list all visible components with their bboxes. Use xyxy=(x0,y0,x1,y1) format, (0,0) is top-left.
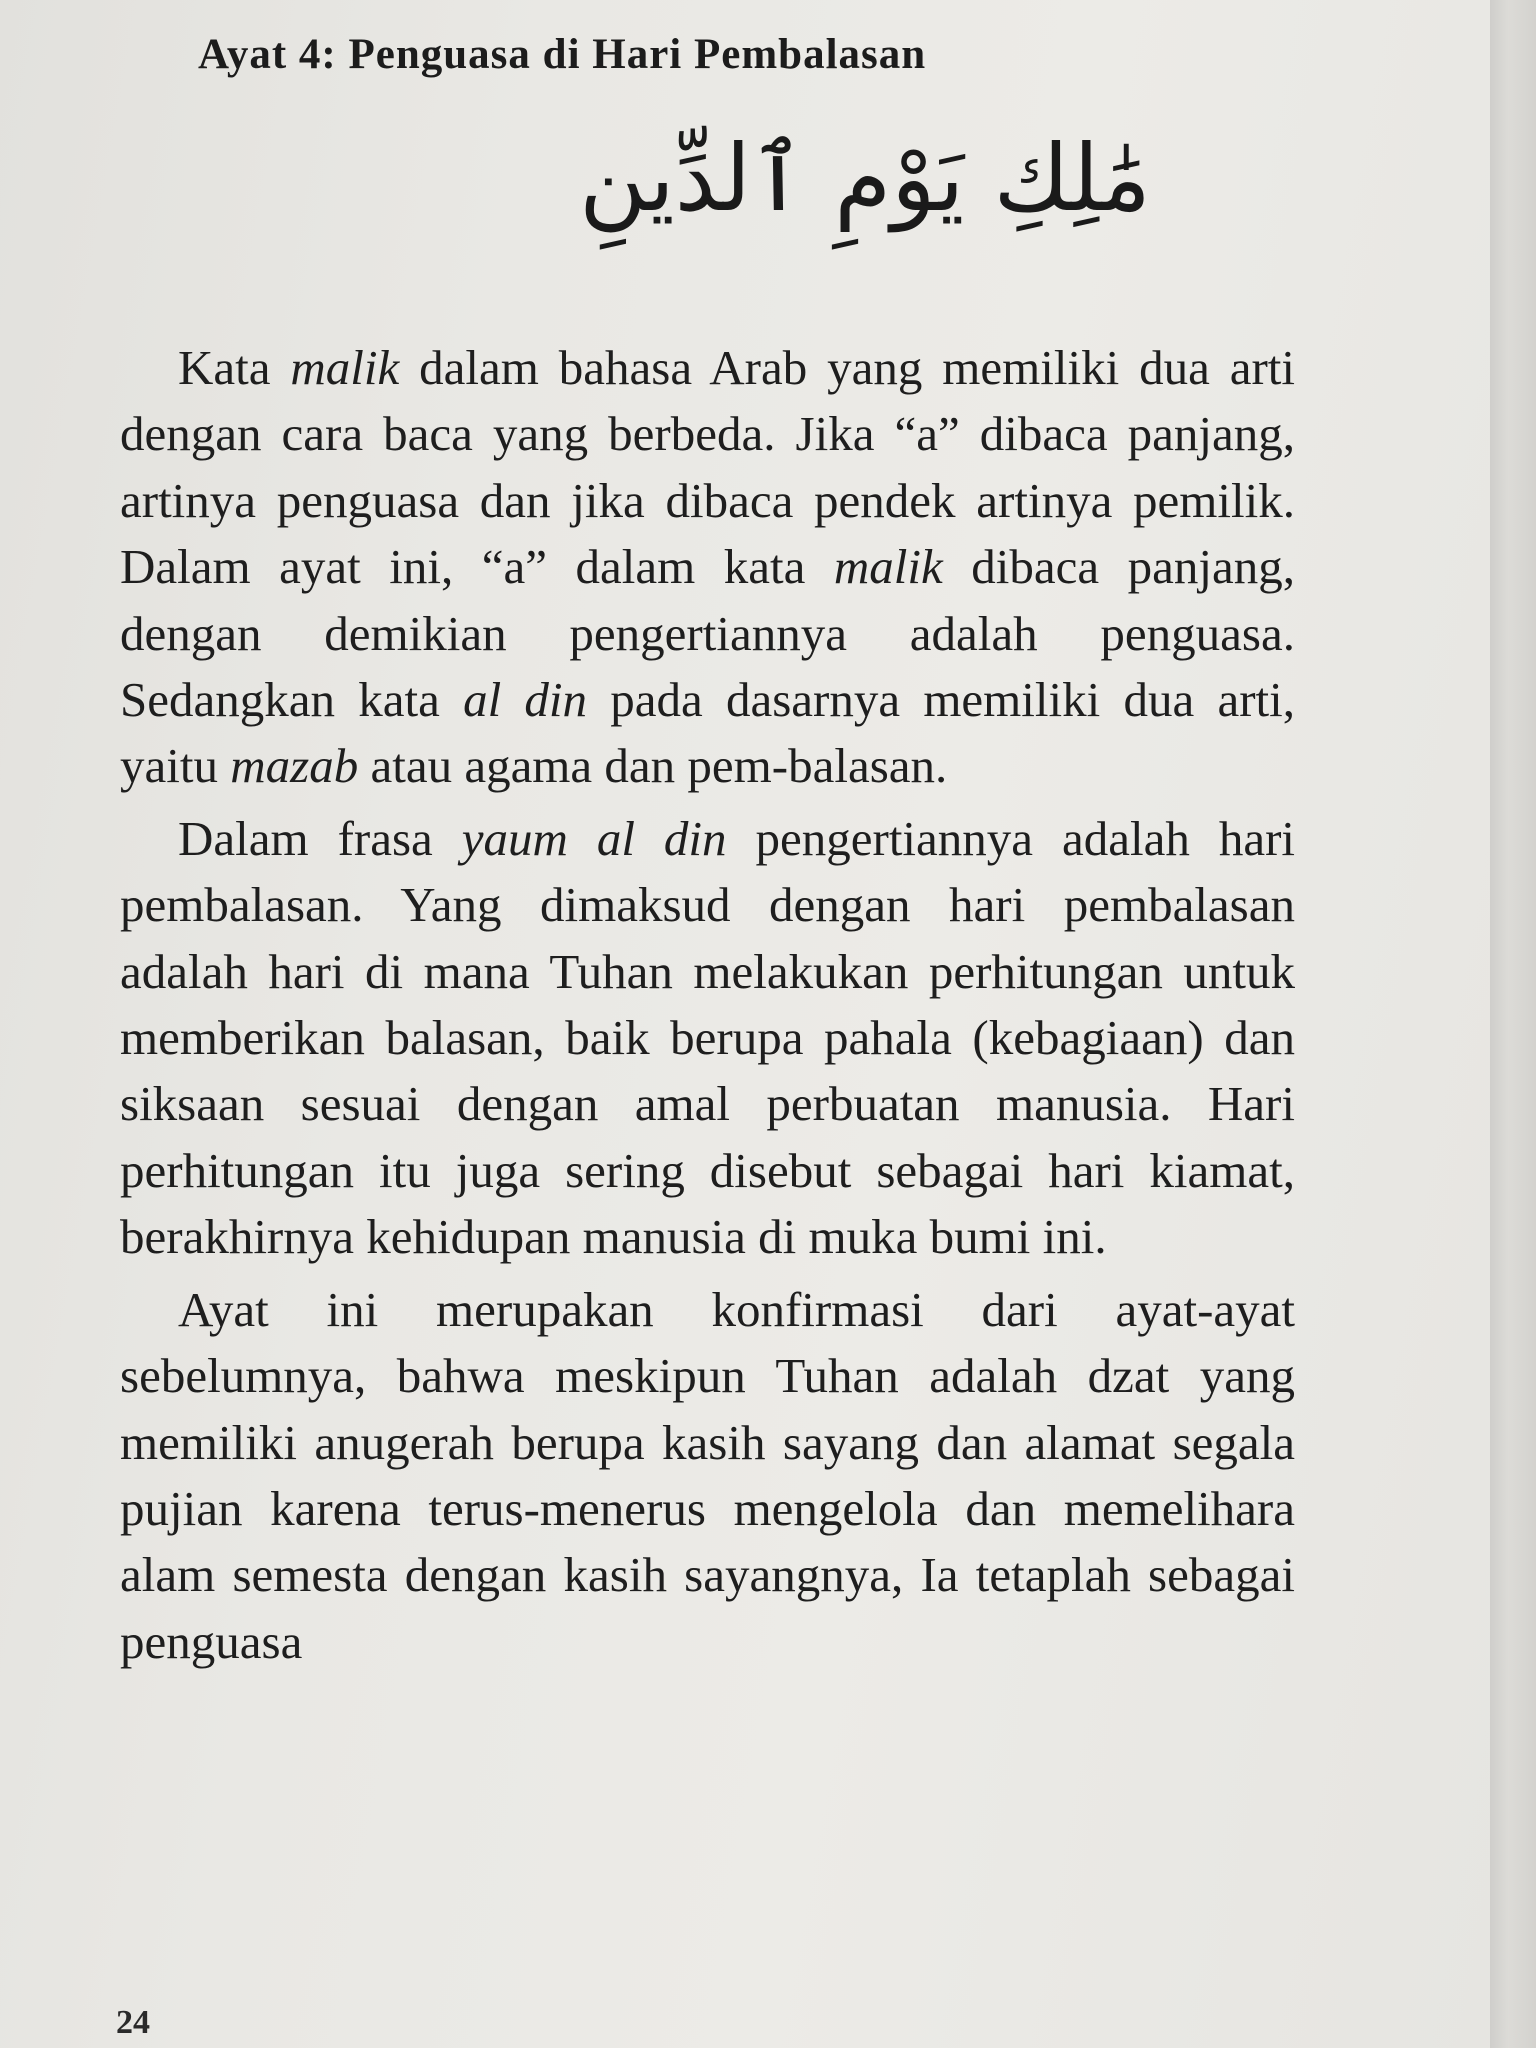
text-segment: Dalam frasa xyxy=(178,810,462,866)
arabic-verse: مَٰلِكِ يَوْمِ ٱلدِّينِ xyxy=(579,125,1151,232)
text-segment: Ayat ini merupakan konfirmasi dari ayat-ayat sebelumnya, bahwa meskipun Tuhan adalah dzat yang memiliki anugerah berupa kasih sayang dan alamat segala pujian karena terus-menerus mengelola dan memelihara alam semesta dengan kasih sayangnya, Ia tetaplah sebagai penguasa xyxy=(120,1281,1295,1669)
section-heading: Ayat 4: Penguasa di Hari Pembalasan xyxy=(198,31,927,78)
italic-term: mazab xyxy=(230,738,359,794)
italic-term: yaum al din xyxy=(461,810,727,866)
page-edge xyxy=(1490,0,1536,2048)
italic-term: malik xyxy=(833,539,943,595)
text-segment: dibaca panjang, dengan demikian pengertiannya adalah penguasa. Sedangkan kata xyxy=(120,539,1295,728)
italic-term: malik xyxy=(290,340,400,395)
text-segment: atau agama dan pem-balasan. xyxy=(358,738,948,794)
paragraph xyxy=(120,806,1295,1271)
italic-term: al din xyxy=(463,672,588,728)
text-segment: pengertiannya adalah hari pembalasan. Yang dimaksud dengan hari pembalasan adalah hari di mana Tuhan melakukan perhitungan untuk memberikan balasan, baik berupa pahala (kebagiaan) dan siksaan sesuai dengan amal perbuatan manusia. Hari perhitungan itu juga sering disebut sebagai hari kiamat, berakhirnya kehidupan manusia di muka bumi ini. xyxy=(120,810,1296,1265)
page-number: 24 xyxy=(116,2004,150,2041)
text-segment: dalam bahasa Arab yang memiliki dua arti dengan cara baca yang berbeda. Jika “a” dibaca panjang, artinya penguasa dan jika dibaca pendek artinya pemilik. Dalam ayat ini, “a” dalam kata xyxy=(120,340,1295,595)
text-segment: Kata xyxy=(178,340,291,395)
paragraph xyxy=(120,335,1295,800)
text-segment: pada dasarnya memiliki dua arti, yaitu xyxy=(120,672,1295,794)
paragraph xyxy=(120,1277,1295,1675)
body-text xyxy=(120,335,1295,1675)
